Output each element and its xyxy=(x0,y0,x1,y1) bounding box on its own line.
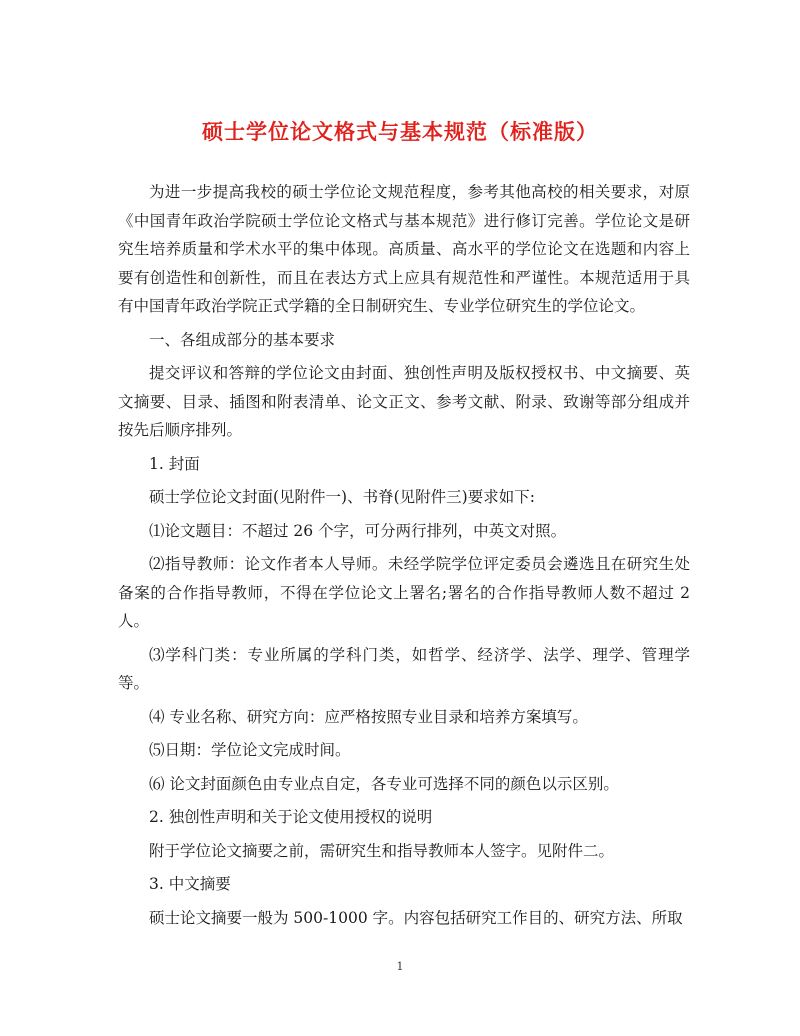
composition-paragraph: 提交评议和答辩的学位论文由封面、独创性声明及版权授权书、中文摘要、英文摘要、目录、插图和附表清单、论文正文、参考文献、附录、致谢等部分组成并按先后顺序排列。 xyxy=(118,364,690,439)
document-title: 硕士学位论文格式与基本规范（标准版） xyxy=(202,120,598,144)
subsection-abstract-heading: 3. 中文摘要 xyxy=(149,875,231,893)
subsection-declaration-heading: 2. 独创性声明和关于论文使用授权的说明 xyxy=(149,808,433,826)
intro-paragraph: 为进一步提高我校的硕士学位论文规范程度，参考其他高校的相关要求，对原《中国青年政治学院硕士学位论文格式与基本规范》进行修订完善。学位论文是研究生培养质量和学术水平的集中体现。高质量、高水平的学位论文在选题和内容上要有创造性和创新性，而且在表达方式上应具有规范性和严谨性。本规范适用于具有中国青年政治学院正式学籍的全日制研究生、专业学位研究生的学位论文。 xyxy=(118,183,690,315)
cover-item-3: ⑶学科门类：专业所属的学科门类，如哲学、经济学、法学、理学、管理学等。 xyxy=(118,645,690,692)
cover-item-1: ⑴论文题目：不超过 26 个字，可分两行排列，中英文对照。 xyxy=(149,521,567,540)
cover-item-2: ⑵指导教师：论文作者本人导师。未经学院学位评定委员会遴选且在研究生处备案的合作指导教师，不得在学位论文上署名;署名的合作指导教师人数不超过 2 人。 xyxy=(118,555,690,630)
subsection-cover-heading: 1. 封面 xyxy=(149,454,200,473)
page-number: 1 xyxy=(396,960,404,973)
section-heading-1: 一、各组成部分的基本要求 xyxy=(149,330,336,349)
cover-item-4: ⑷ 专业名称、研究方向：应严格按照专业目录和培养方案填写。 xyxy=(149,707,588,726)
cover-item-6: ⑹ 论文封面颜色由专业点自定，各专业可选择不同的颜色以示区别。 xyxy=(149,774,619,793)
cover-requirements-paragraph: 硕士学位论文封面(见附件一)、书脊(见附件三)要求如下: xyxy=(149,488,535,506)
cover-item-5: ⑸日期：学位论文完成时间。 xyxy=(149,741,351,759)
document-body xyxy=(118,178,690,932)
declaration-paragraph: 附于学位论文摘要之前，需研究生和指导教师本人签字。见附件二。 xyxy=(149,841,615,860)
abstract-paragraph: 硕士论文摘要一般为 500-1000 字。内容包括研究工作目的、研究方法、所取 xyxy=(149,908,683,927)
